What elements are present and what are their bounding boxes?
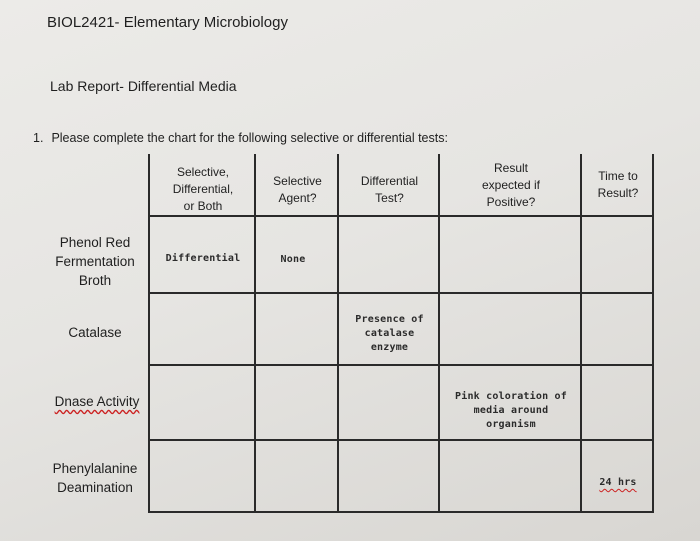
header-line: Differential <box>360 174 419 188</box>
cell-line: media around <box>473 405 549 416</box>
question-text: Please complete the chart for the following selective or differential tests: <box>51 131 448 145</box>
row-label-line: Fermentation <box>55 254 135 269</box>
column-header-agent <box>256 173 339 207</box>
header-line: Result? <box>597 186 639 200</box>
table-row-divider <box>148 215 654 217</box>
column-header-time <box>582 168 654 202</box>
cell-line: organism <box>486 419 536 430</box>
row-label-text: Dnase Activity <box>54 394 140 409</box>
row-label-line: Broth <box>78 273 112 288</box>
course-title: BIOL2421- Elementary Microbiology <box>47 14 288 31</box>
question-number: 1. <box>33 131 44 145</box>
header-line: Agent? <box>278 191 317 205</box>
cell-text: 24 hrs <box>599 477 637 488</box>
row-label-line <box>42 392 152 411</box>
question-1 <box>33 131 448 145</box>
column-header-result <box>440 160 582 211</box>
cell-line: enzyme <box>370 342 409 353</box>
column-header-type <box>150 164 256 215</box>
header-line: Selective <box>273 174 322 188</box>
header-line: Test? <box>375 191 404 205</box>
cell-catalase-differential <box>339 313 440 355</box>
cell-phenol-agent: None <box>280 254 306 265</box>
row-label-phenol-red <box>45 233 145 290</box>
header-line: Differential, <box>172 182 234 196</box>
cell-line: Pink coloration of <box>455 391 567 402</box>
header-line: expected if <box>481 178 541 192</box>
row-label-phenylalanine <box>40 459 150 497</box>
cell-line: Presence of <box>355 314 424 325</box>
header-line: Result <box>493 161 528 175</box>
header-line: Time to <box>598 169 638 183</box>
header-line: Positive? <box>486 195 536 209</box>
cell-line: catalase <box>364 328 415 339</box>
cell-phenylalanine-time <box>584 476 652 490</box>
table-row-divider <box>148 439 654 441</box>
row-label-line: Phenol Red <box>59 235 131 250</box>
row-label-line: Catalase <box>68 325 122 340</box>
table-row-divider <box>148 292 654 294</box>
cell-dnase-result <box>442 390 580 432</box>
table-row-divider <box>148 364 654 366</box>
header-line: Selective, <box>176 165 230 179</box>
row-label-dnase <box>42 392 152 411</box>
table-border-bottom <box>148 511 654 513</box>
header-line: or Both <box>183 199 223 213</box>
cell-phenol-type: Differential <box>165 253 241 264</box>
row-label-catalase <box>45 323 145 342</box>
column-header-differential <box>339 173 440 207</box>
row-label-line: Phenylalanine <box>52 461 138 476</box>
row-label-line: Deamination <box>57 480 133 495</box>
table-border-right <box>652 154 654 513</box>
report-title: Lab Report- Differential Media <box>50 78 237 94</box>
